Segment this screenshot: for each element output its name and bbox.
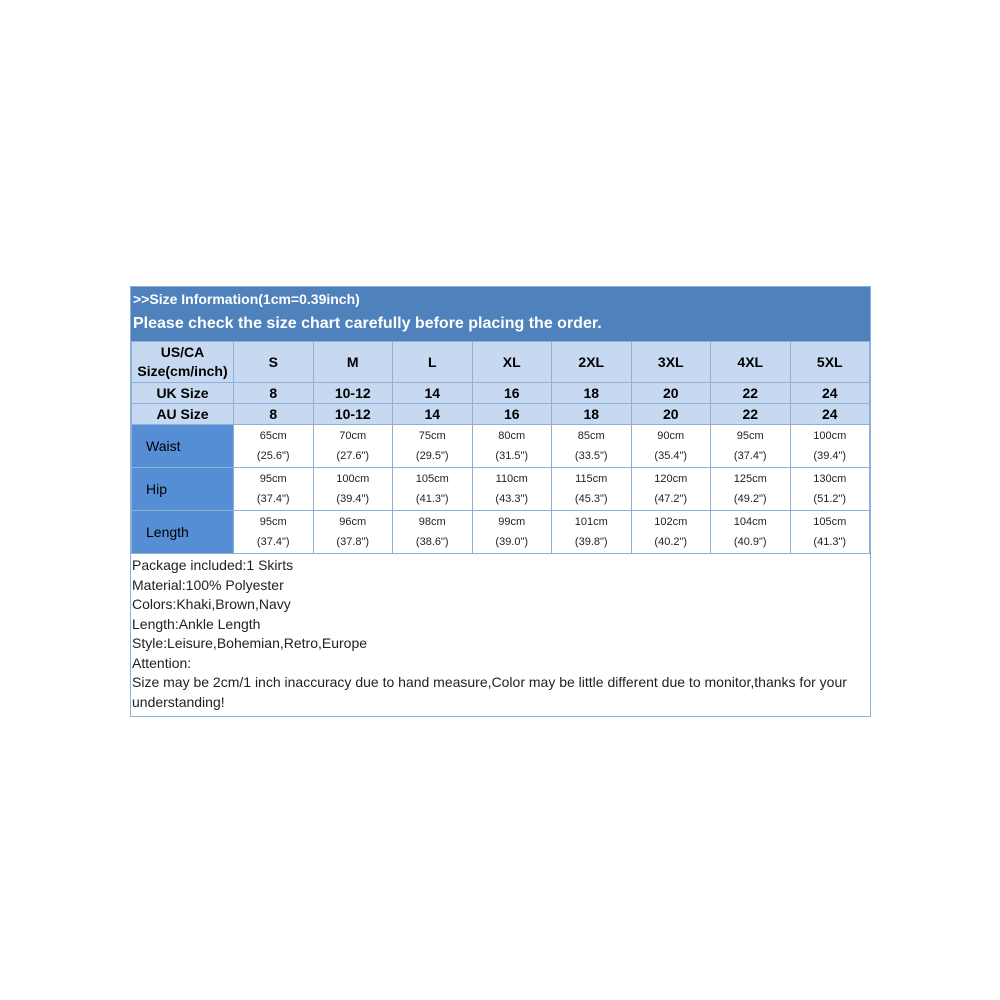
hip-cell: 110cm (43.3") bbox=[472, 468, 552, 511]
waist-cell: 75cm (29.5") bbox=[393, 425, 473, 468]
length-cell: 101cm (39.8") bbox=[552, 511, 632, 554]
size-cell: 4XL bbox=[711, 342, 791, 383]
hip-cell: 115cm (45.3") bbox=[552, 468, 632, 511]
size-check-notice: Please check the size chart carefully before placing the order. bbox=[133, 315, 602, 332]
uk-size-cell: 24 bbox=[790, 383, 870, 404]
au-size-cell: 22 bbox=[711, 404, 791, 425]
uk-size-cell: 14 bbox=[393, 383, 473, 404]
length-cell: 96cm (37.8") bbox=[313, 511, 393, 554]
size-cell: 2XL bbox=[552, 342, 632, 383]
length-row bbox=[132, 511, 870, 554]
au-size-cell: 10-12 bbox=[313, 404, 393, 425]
uk-size-label: UK Size bbox=[132, 383, 234, 404]
size-info-banner bbox=[131, 287, 870, 341]
size-cell: XL bbox=[472, 342, 552, 383]
uk-size-cell: 8 bbox=[234, 383, 314, 404]
hip-cell: 120cm (47.2") bbox=[631, 468, 711, 511]
waist-cell: 70cm (27.6") bbox=[313, 425, 393, 468]
au-size-cell: 16 bbox=[472, 404, 552, 425]
uk-size-cell: 22 bbox=[711, 383, 791, 404]
waist-cell: 85cm (33.5") bbox=[552, 425, 632, 468]
waist-cell: 65cm (25.6") bbox=[234, 425, 314, 468]
hip-cell: 130cm (51.2") bbox=[790, 468, 870, 511]
length-cell: 95cm (37.4") bbox=[234, 511, 314, 554]
length-cell: 105cm (41.3") bbox=[790, 511, 870, 554]
length-cell: 102cm (40.2") bbox=[631, 511, 711, 554]
style-note: Style:Leisure,Bohemian,Retro,Europe bbox=[132, 635, 368, 651]
size-chart-card bbox=[130, 286, 871, 717]
us-size-row bbox=[132, 342, 870, 383]
material-note: Material:100% Polyester bbox=[132, 576, 284, 593]
length-label: Length bbox=[132, 511, 234, 554]
hip-label: Hip bbox=[132, 468, 234, 511]
waist-cell: 95cm (37.4") bbox=[711, 425, 791, 468]
attention-note: Attention: bbox=[132, 654, 192, 671]
hip-cell: 100cm (39.4") bbox=[313, 468, 393, 511]
au-size-cell: 20 bbox=[631, 404, 711, 425]
uk-size-row bbox=[132, 383, 870, 404]
hip-cell: 105cm (41.3") bbox=[393, 468, 473, 511]
au-size-label: AU Size bbox=[132, 404, 234, 425]
uk-size-cell: 18 bbox=[552, 383, 632, 404]
us-size-label: US/CA Size(cm/inch) bbox=[132, 342, 234, 383]
uk-size-cell: 10-12 bbox=[313, 383, 393, 404]
hip-cell: 125cm (49.2") bbox=[711, 468, 791, 511]
size-cell: L bbox=[393, 342, 473, 383]
au-size-cell: 18 bbox=[552, 404, 632, 425]
disclaimer-note: Size may be 2cm/1 inch inaccuracy due to hand measure,Color may be little different due to monitor,thanks for your understanding! bbox=[132, 674, 847, 710]
waist-cell: 100cm (39.4") bbox=[790, 425, 870, 468]
length-note: Length:Ankle Length bbox=[132, 615, 261, 632]
au-size-cell: 24 bbox=[790, 404, 870, 425]
uk-size-cell: 16 bbox=[472, 383, 552, 404]
hip-row bbox=[132, 468, 870, 511]
size-info-heading: >>Size Information(1cm=0.39inch) bbox=[133, 291, 360, 307]
length-cell: 99cm (39.0") bbox=[472, 511, 552, 554]
hip-cell: 95cm (37.4") bbox=[234, 468, 314, 511]
au-size-cell: 8 bbox=[234, 404, 314, 425]
waist-cell: 80cm (31.5") bbox=[472, 425, 552, 468]
package-note: Package included:1 Skirts bbox=[132, 557, 294, 573]
waist-row bbox=[132, 425, 870, 468]
colors-note: Colors:Khaki,Brown,Navy bbox=[132, 596, 291, 612]
au-size-cell: 14 bbox=[393, 404, 473, 425]
length-cell: 104cm (40.9") bbox=[711, 511, 791, 554]
size-cell: 5XL bbox=[790, 342, 870, 383]
product-notes bbox=[131, 554, 870, 716]
waist-label: Waist bbox=[132, 425, 234, 468]
waist-cell: 90cm (35.4") bbox=[631, 425, 711, 468]
size-cell: S bbox=[234, 342, 314, 383]
size-cell: M bbox=[313, 342, 393, 383]
uk-size-cell: 20 bbox=[631, 383, 711, 404]
length-cell: 98cm (38.6") bbox=[393, 511, 473, 554]
size-cell: 3XL bbox=[631, 342, 711, 383]
size-table bbox=[131, 341, 870, 554]
au-size-row bbox=[132, 404, 870, 425]
